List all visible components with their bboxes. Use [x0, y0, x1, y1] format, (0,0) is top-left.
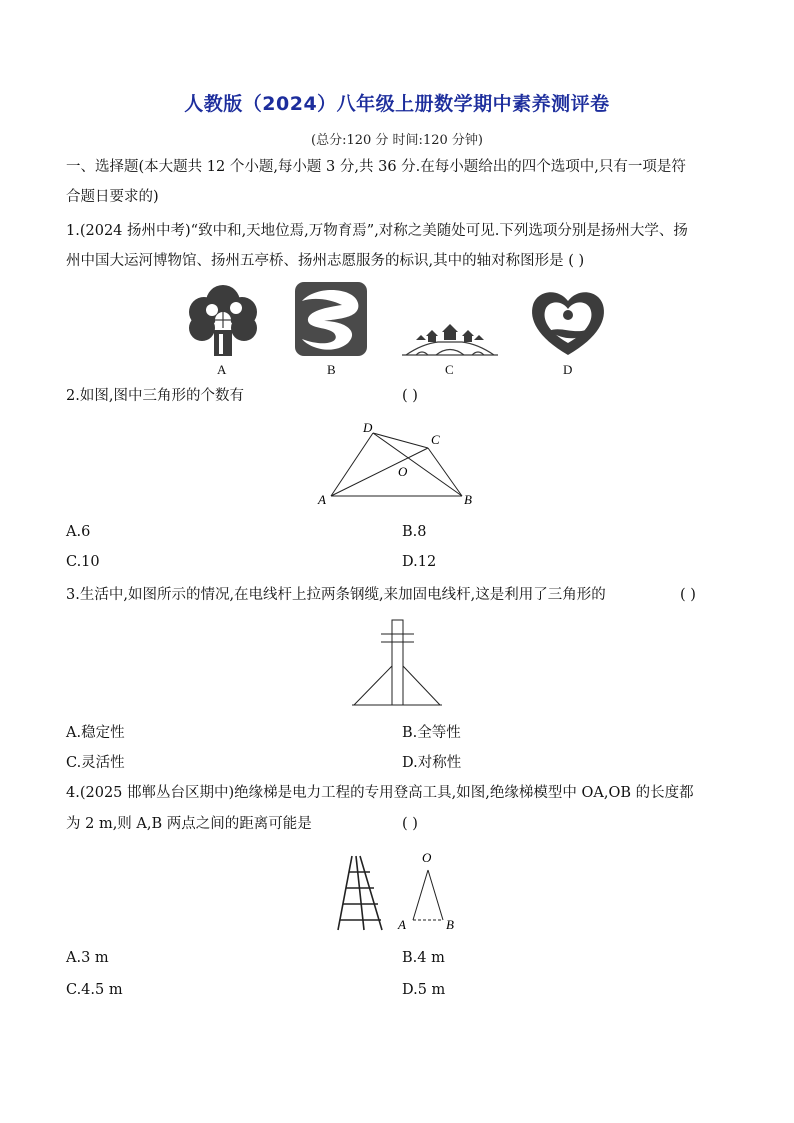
q4-segment-ob — [428, 870, 443, 920]
q3-pole — [392, 620, 403, 705]
q4-label-o: O — [422, 850, 432, 865]
q4-option-a[interactable]: A.3 m — [66, 950, 109, 966]
q1-logo-d-heart-image — [527, 285, 609, 359]
q3-option-b[interactable]: B.全等性 — [402, 725, 461, 741]
q4-option-b[interactable]: B.4 m — [402, 950, 445, 966]
q2-segment-ad — [331, 433, 373, 496]
q2-diagonal-ac — [331, 448, 428, 496]
q3-cable-right — [403, 666, 440, 705]
q2-label-b: B — [464, 492, 472, 507]
q1-text-line2: 州中国大运河博物馆、扬州五亭桥、扬州志愿服务的标识,其中的轴对称图形是 ( ) — [66, 253, 585, 269]
q4-text-line1: 4.(2025 邯郸丛台区期中)绝缘梯是电力工程的专用登高工具,如图,绝缘梯模型中 OA,OB 的长度都 — [66, 785, 694, 801]
q4-option-d[interactable]: D.5 m — [402, 982, 446, 998]
q3-option-d[interactable]: D.对称性 — [402, 755, 462, 771]
section-heading-line1: 一、选择题(本大题共 12 个小题,每小题 3 分,共 36 分.在每小题给出的四个选项中,只有一项是符 — [66, 159, 686, 175]
q3-cable-left — [354, 666, 392, 705]
q1-label-a: A — [217, 362, 227, 377]
q4-option-c[interactable]: C.4.5 m — [66, 982, 123, 998]
q1-logo-a-tree-image — [182, 280, 264, 360]
q1-logo-c-bridge-image — [402, 320, 498, 358]
q1-label-c: C — [445, 362, 454, 377]
q4-figure-triangle-model — [392, 848, 464, 936]
q2-label-d: D — [363, 420, 373, 435]
q2-label-o: O — [398, 464, 408, 479]
q4-answer-bracket: ( ) — [402, 816, 418, 832]
q2-figure-quadrilateral — [310, 416, 490, 512]
q3-answer-bracket: ( ) — [680, 587, 696, 603]
q2-text: 2.如图,图中三角形的个数有 — [66, 388, 244, 404]
q4-text-line2: 为 2 m,则 A,B 两点之间的距离可能是 — [66, 816, 312, 832]
q4-label-a: A — [398, 917, 406, 932]
q3-option-a[interactable]: A.稳定性 — [66, 725, 125, 741]
q4-label-b: B — [446, 917, 454, 932]
q2-option-b[interactable]: B.8 — [402, 524, 427, 540]
q3-text: 3.生活中,如图所示的情况,在电线杆上拉两条钢缆,来加固电线杆,这是利用了三角形的 — [66, 587, 606, 603]
q2-label-c: C — [431, 432, 440, 447]
q2-option-a[interactable]: A.6 — [66, 524, 91, 540]
page-title: 人教版（2024）八年级上册数学期中素养测评卷 — [184, 93, 610, 115]
q4-figure-ladder-image — [334, 852, 388, 934]
page-subtitle: (总分:120 分 时间:120 分钟) — [311, 133, 483, 148]
q2-segment-cb — [428, 448, 462, 496]
q2-option-c[interactable]: C.10 — [66, 554, 100, 570]
q2-segment-dc — [373, 433, 428, 448]
q3-figure-utility-pole — [348, 616, 448, 710]
q2-label-a: A — [318, 492, 326, 507]
q1-logo-b-swirl-image — [294, 281, 368, 357]
q3-option-c[interactable]: C.灵活性 — [66, 755, 125, 771]
q2-answer-bracket: ( ) — [402, 388, 418, 404]
q2-option-d[interactable]: D.12 — [402, 554, 437, 570]
q1-text-line1: 1.(2024 扬州中考)“致中和,天地位焉,万物育焉”,对称之美随处可见.下列选项分别是扬州大学、扬 — [66, 223, 688, 239]
q1-label-b: B — [327, 362, 336, 377]
q1-label-d: D — [563, 362, 573, 377]
section-heading-line2: 合题日要求的) — [66, 189, 159, 205]
q4-segment-oa — [413, 870, 428, 920]
q2-diagonal-db — [373, 433, 462, 496]
